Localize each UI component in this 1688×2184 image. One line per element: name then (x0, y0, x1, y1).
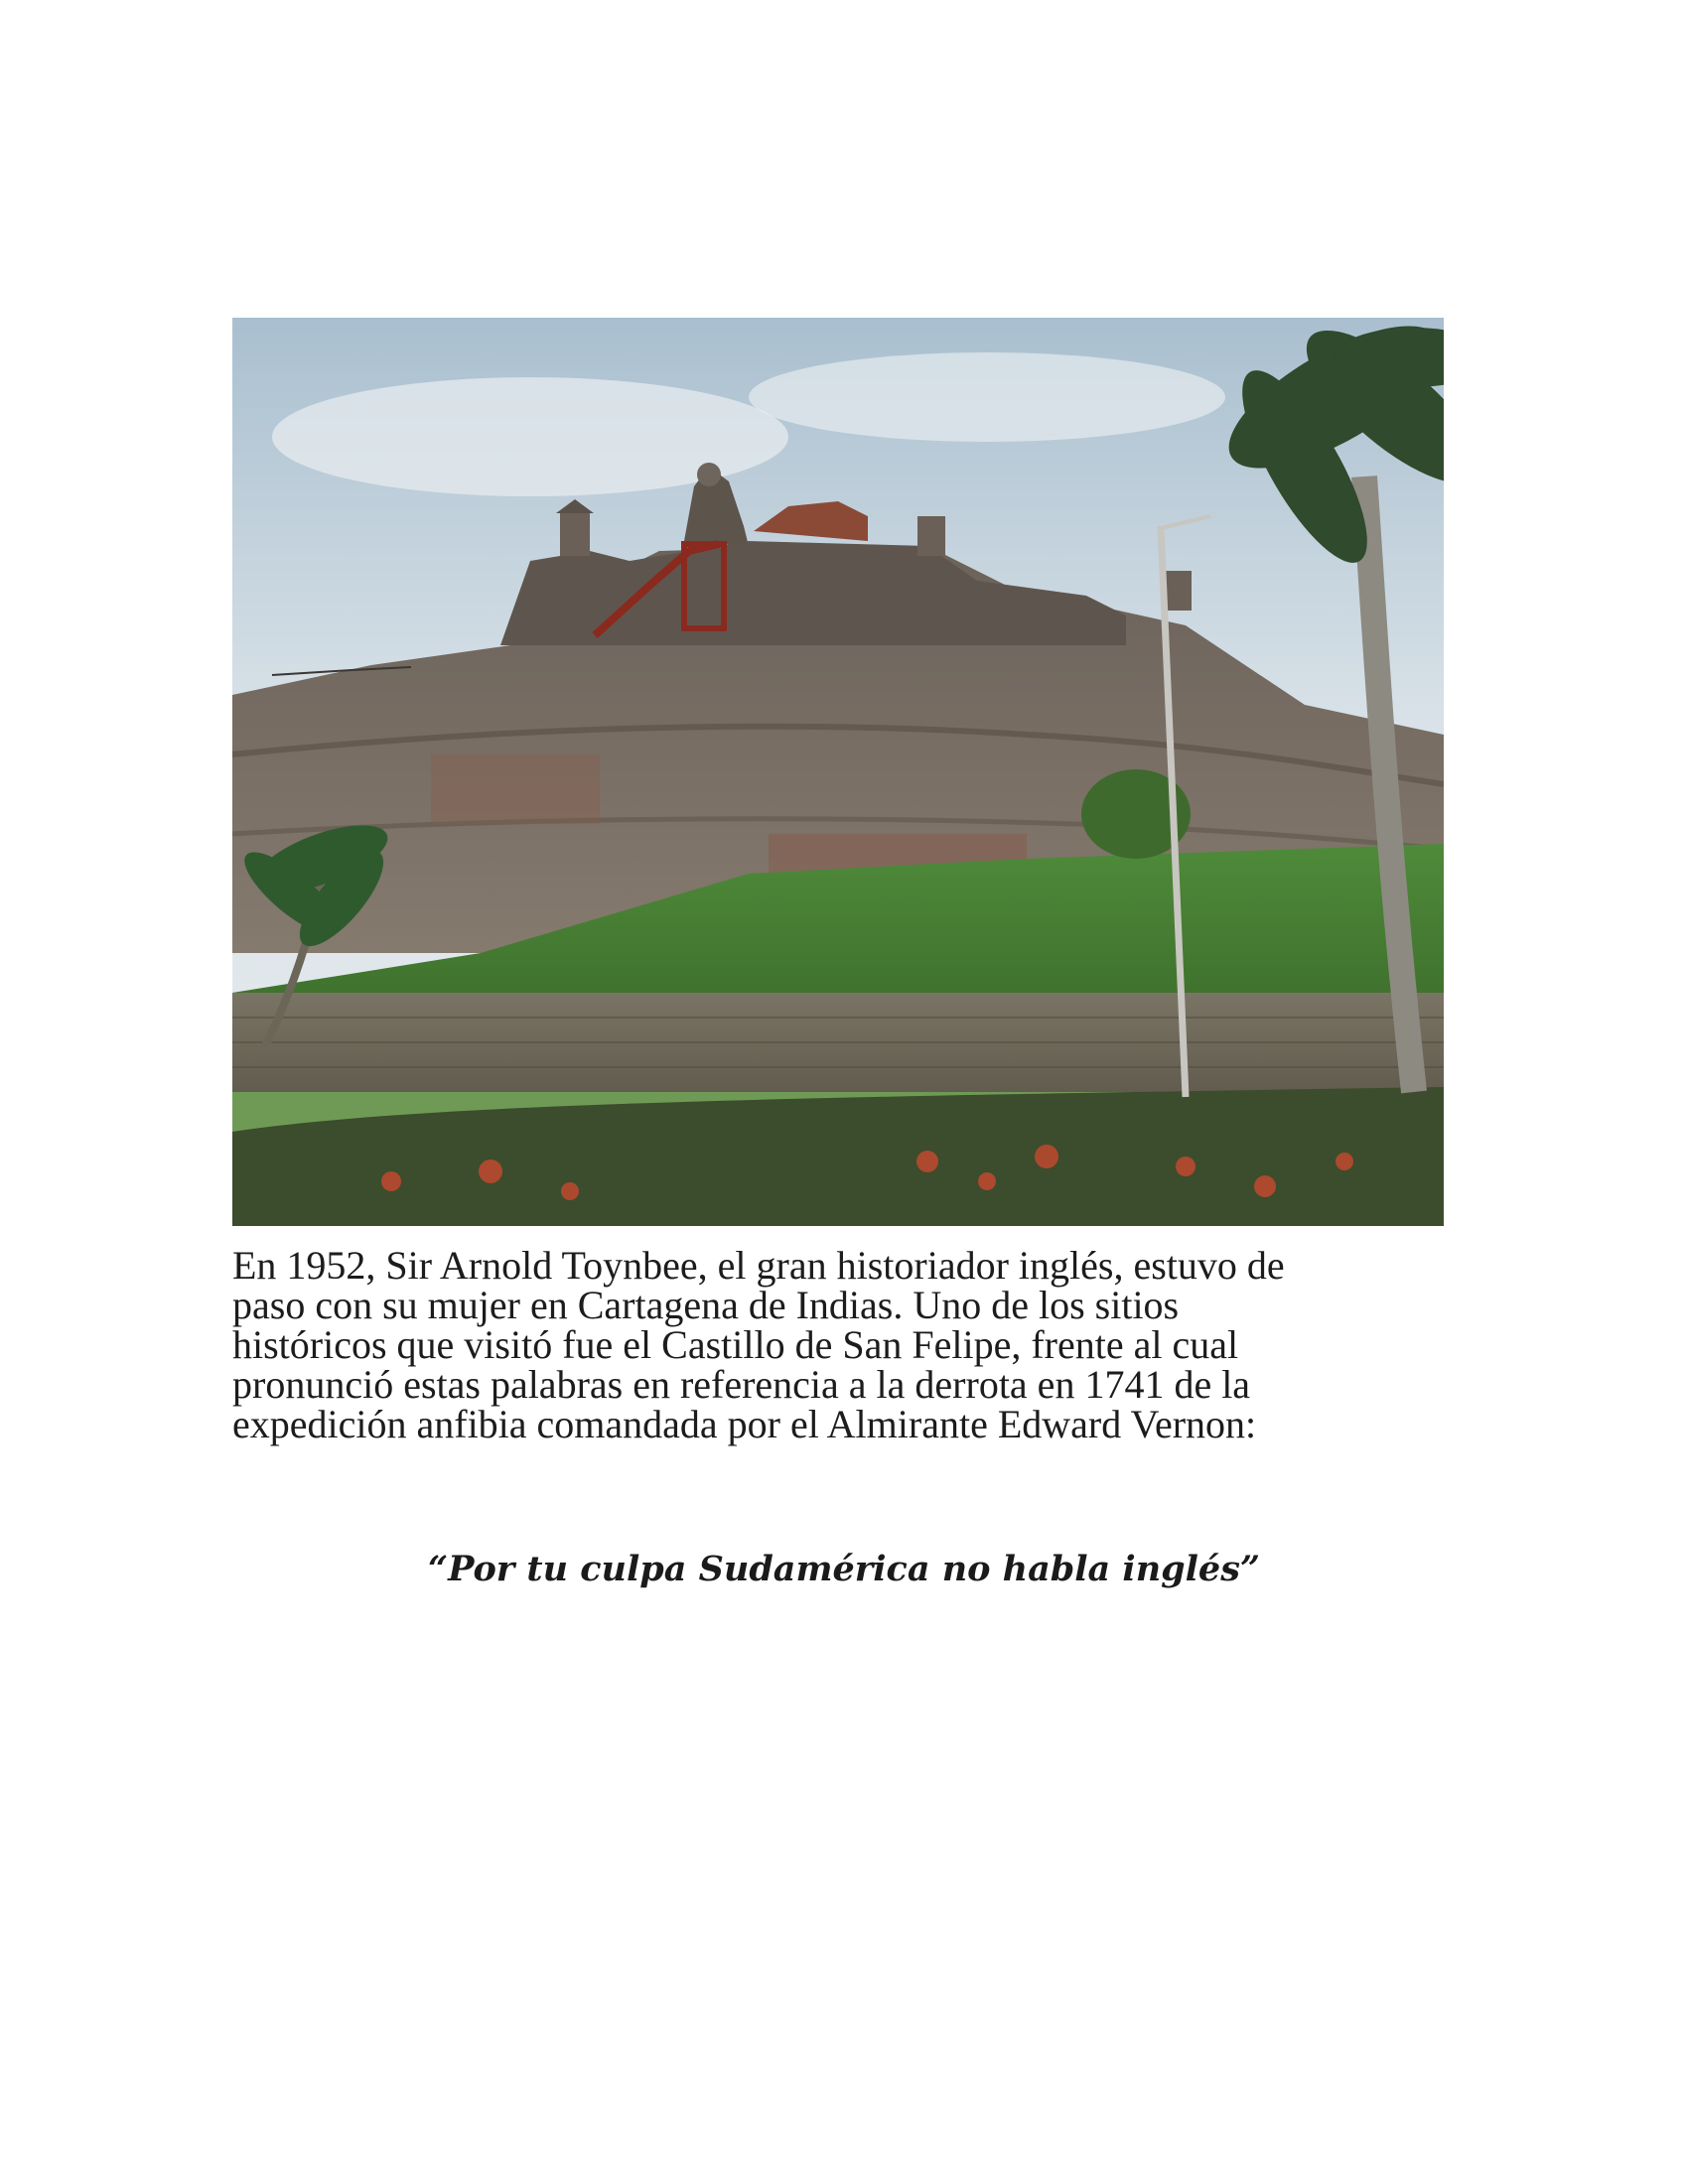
paragraph-line: paso con su mujer en Cartagena de Indias. Uno de los sitios (232, 1283, 1180, 1327)
paragraph-line: pronunció estas palabras en referencia a la derrota en 1741 de la (232, 1362, 1251, 1407)
paragraph-line: expedición anfibia comandada por el Almirante Edward Vernon: (232, 1402, 1257, 1446)
paragraph-line: históricos que visitó fue el Castillo de San Felipe, frente al cual (232, 1322, 1239, 1367)
quote: “Por tu culpa Sudamérica no habla inglés” (427, 1549, 1261, 1589)
body-paragraph (232, 1243, 1464, 1446)
paragraph-line: En 1952, Sir Arnold Toynbee, el gran historiador inglés, estuvo de (232, 1243, 1285, 1288)
castle-photo (232, 318, 1444, 1226)
